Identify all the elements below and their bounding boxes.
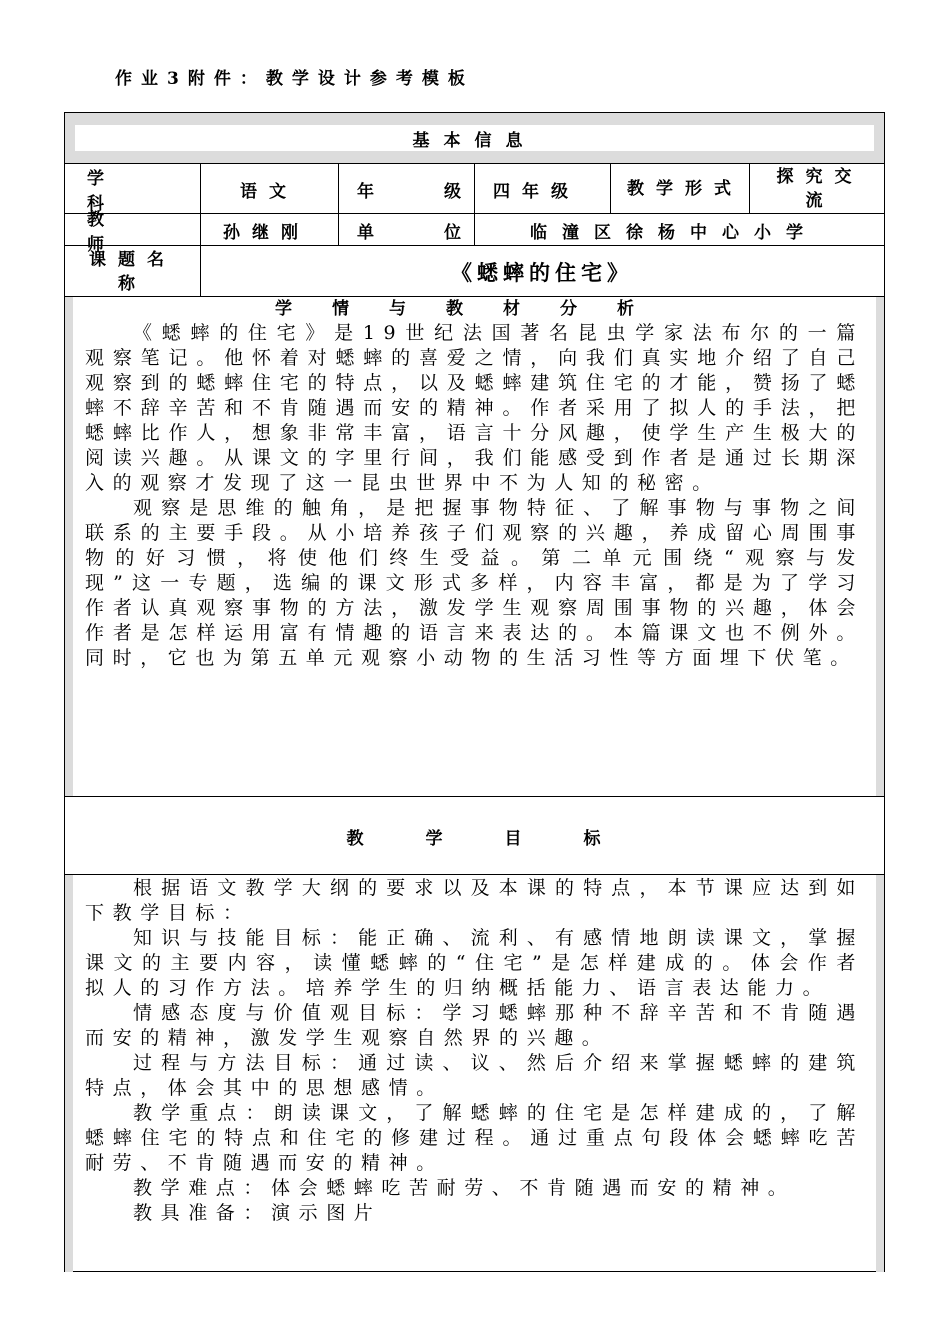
objectives-header-row — [65, 796, 884, 875]
info-row-topic — [65, 245, 884, 297]
objectives-text — [85, 876, 864, 1226]
analysis-paragraph-2: 观察是思维的触角，是把握事物特征、了解事物与事物之间联系的主要手段。从小培养孩子们观察的兴趣，养成留心周围事物的好习惯，将使他们终生受益。第二单元围绕“观察与发现”这一专题，选编的课文形式多样，内容丰富，都是为了学习作者认真观察事物的方法，激发学生观察周围事物的兴趣，体会作者是怎样运用富有情趣的语言来表达的。本篇课文也不例外。同时，它也为第五单元观察小动物的生活习性等方面埋下伏笔。 — [85, 497, 864, 669]
teacher-value: 孙继刚 — [223, 222, 310, 243]
grade-value: 四年级 — [493, 181, 580, 202]
teaching-key-points: 教学重点：朗读课文，了解蟋蟀的住宅是怎样建成的，了解蟋蟀住宅的特点和住宅的修建过程。通过重点句段体会蟋蟀吃苦耐劳、不肯随遇而安的精神。 — [85, 1102, 864, 1174]
teaching-difficulties: 教学难点：体会蟋蟀吃苦耐劳、不肯随遇而安的精神。 — [133, 1177, 796, 1199]
unit-label: 单 位 — [357, 222, 473, 243]
info-row-teacher — [65, 210, 884, 255]
analysis-header: 学情与教材分析 — [275, 299, 674, 319]
basic-info-header: 基本信息 — [75, 125, 874, 151]
objectives-intro: 根据语文教学大纲的要求以及本课的特点，本节课应达到如下教学目标： — [85, 877, 864, 924]
grade-label: 年 级 — [357, 181, 473, 202]
unit-value: 临潼区徐杨中心小学 — [530, 222, 818, 243]
objective-process-method: 过程与方法目标：通过读、议、然后介绍来掌握蟋蟀的建筑特点，体会其中的思想感情。 — [85, 1052, 864, 1099]
lesson-plan-table — [64, 112, 885, 1272]
objective-emotion-values: 情感态度与价值观目标：学习蟋蟀那种不辞辛苦和不肯随遇而安的精神，激发学生观察自然界的兴趣。 — [85, 1002, 864, 1049]
analysis-section — [65, 296, 884, 797]
document-title: 作业3附件：教学设计参考模板 — [115, 69, 474, 89]
objectives-header: 教学目标 — [346, 828, 663, 849]
objectives-section — [65, 874, 884, 1272]
teacher-label: 教 师 — [87, 210, 174, 255]
analysis-text — [85, 321, 864, 671]
teaching-form-label: 教学形式 — [627, 179, 743, 199]
teaching-aids: 教具准备：演示图片 — [133, 1202, 382, 1224]
subject-label: 学 科 — [87, 169, 174, 214]
topic-label: 课题名称 — [89, 249, 176, 294]
teaching-form-value: 探究交流 — [776, 167, 864, 211]
basic-info-header-row — [65, 113, 884, 163]
analysis-paragraph-1: 《蟋蟀的住宅》是19世纪法国著名昆虫学家法布尔的一篇观察笔记。他怀着对蟋蟀的喜爱之情，向我们真实地介绍了自己观察到的蟋蟀住宅的特点，以及蟋蟀建筑住宅的才能，赞扬了蟋蟀不辞辛苦和不肯随遇而安的精神。作者采用了拟人的手法，把蟋蟀比作人，想象非常丰富，语言十分风趣，使学生产生极大的阅读兴趣。从课文的字里行间，我们能感受到作者是通过长期深入的观察才发现了这一昆虫世界中不为人知的秘密。 — [85, 322, 864, 494]
objective-knowledge-skills: 知识与技能目标：能正确、流利、有感情地朗读课文，掌握课文的主要内容，读懂蟋蟀的“住宅”是怎样建成的。体会作者拟人的习作方法。培养学生的归纳概括能力、语言表达能力。 — [85, 927, 864, 999]
subject-value: 语文 — [240, 181, 298, 202]
topic-value: 《蟋蟀的住宅》 — [451, 259, 633, 285]
